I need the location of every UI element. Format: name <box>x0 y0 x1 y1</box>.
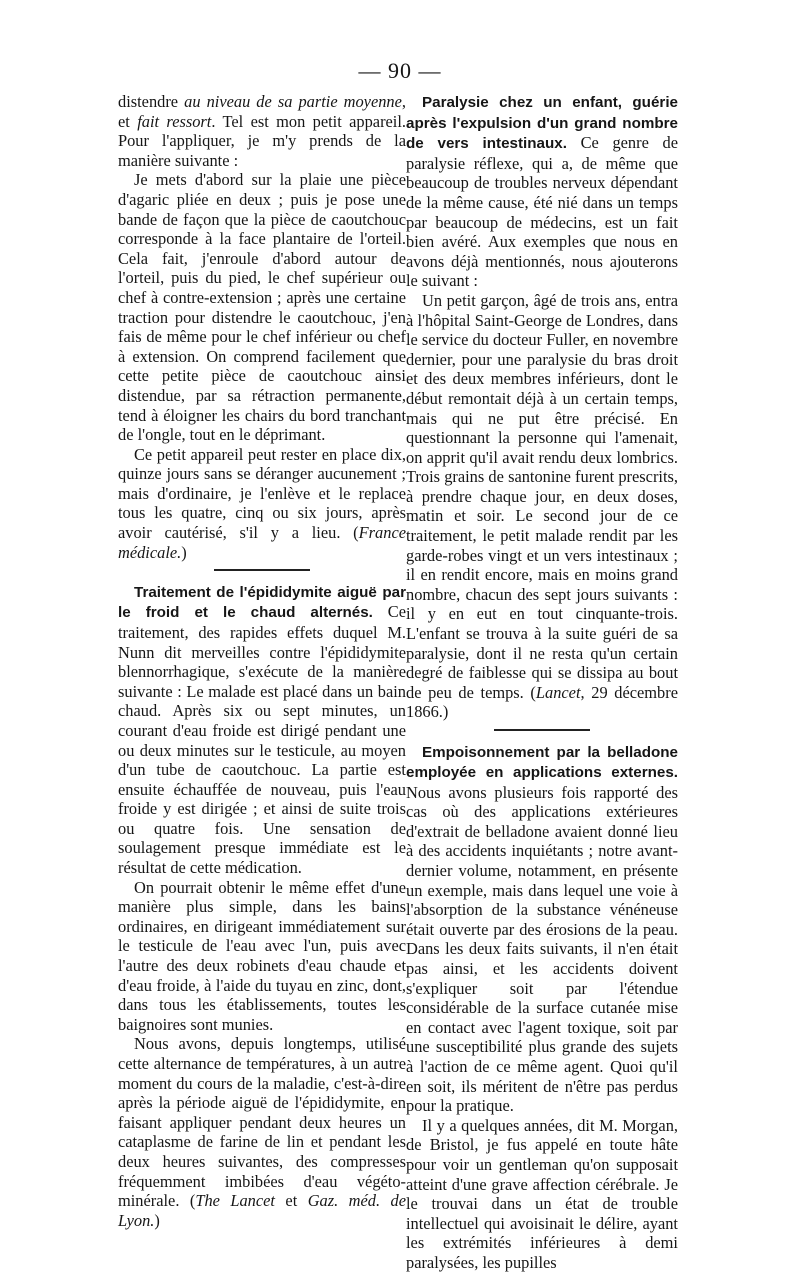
paragraph: Je mets d'abord sur la plaie une pièce d'agaric pliée en deux ; puis je pose une bande de façon que la pièce de caoutchouc corresponde à la face plantaire de l'orteil. Cela fait, j'enroule d'abord autour de l'orteil, puis du pied, le chef supérieur ou chef à contre-extension ; après une certaine traction pour distendre le caoutchouc, j'en fais de même pour le chef inférieur ou chef à extension. On comprend facilement que cette petite pièce de caoutchouc ainsi distendue, par sa rétraction permanente, tend à éloigner les chairs du bord tranchant de l'ongle, tout en le déprimant. <box>118 170 406 445</box>
text-run: Un petit garçon, âgé de trois ans, entra à l'hôpital Saint-George de Londres, dans le service du docteur Fuller, en novembre dernier, pour une paralysie du bras droit et des deux membres inférieurs, dont le début remontait déjà à un certain temps, mais qui ne put être précisé. En questionnant la personne qui l'amenait, on apprit qu'il avait rendu deux lombrics. Trois grains de santonine furent prescrits, à prendre chaque jour, en deux doses, matin et soir. Le second jour de ce traitement, le petit malade rendit par les garde-robes vingt et un vers intestinaux ; il en rendit encore, mais en moins grand nombre, chacun des sept jours suivants : il y en eut en tout cinquante-trois. L'enfant se trouva à la suite guéri de sa paralysie, dont il ne resta qu'un certain degré de faiblesse qui se dissipa au bout de peu de temps. ( <box>406 290 678 702</box>
source-citation: France médicale. <box>118 523 406 562</box>
section-belladone <box>406 742 678 1116</box>
italic-run: fait ressort <box>137 111 212 131</box>
text-run: Nous avons plusieurs fois rapporté des cas où des applications extérieures d'extrait de belladone avaient donné lieu à des accidents inquiétants ; notre avant-dernier volume, notamment, en présente un exemple, mais dans lequel une voie à l'absorption de la substance vénéneuse était ouverte par des érosions de la peau. Dans les deux faits suivants, il n'en était pas ainsi, et les accidents doivent s'expliquer soit par l'étendue considérable de la surface cutanée mise en contact avec l'agent toxique, soit par une susceptibilité plus grande des sujets à l'action de ce même agent. Quoi qu'il en soit, ils méritent de n'être pas perdus pour la pratique. <box>406 782 678 1116</box>
text-run: Ce genre de paralysie réflexe, qui a, de même que beaucoup de troubles nerveux dépendant de la même cause, été nié dans un temps par beaucoup de médecins, est un fait bien avéré. Aux exemples que nous en avons déjà mentionnés, nous ajouterons le suivant : <box>406 133 678 291</box>
text-run: Ce traitement, des rapides effets duquel M. Nunn dit merveilles contre l'épididymite blennorrhagique, s'exécute de la manière suivante : Le malade est placé dans un bain chaud. Après six ou sept minutes, un courant d'eau froide est dirigé pendant une ou deux minutes sur le testicule, au moyen d'un tube de caoutchouc. La partie est ensuite échauffée de nouveau, puis l'eau froide y est dirigée ; et ainsi de suite trois ou quatre fois. Une sensation de soulagement presque immédiate est le résultat de cette médication. <box>118 602 406 878</box>
text-run: et <box>274 1191 308 1211</box>
section-divider <box>494 729 590 731</box>
text-run: , 29 décembre 1866.) <box>406 682 678 722</box>
section-title: Traitement de l'épididymite aiguë par le froid et le chaud alternés. <box>118 583 406 622</box>
right-column <box>406 92 678 1273</box>
section-epididymite <box>118 582 406 878</box>
section-divider <box>214 569 310 571</box>
source-citation: Gaz. méd. de Lyon. <box>118 1191 406 1230</box>
text-run: ) <box>181 542 187 562</box>
page-number: — 90 — <box>358 58 442 83</box>
paragraph: Il y a quelques années, dit M. Morgan, de Bristol, je fus appelé en toute hâte pour voir un gentleman qu'on supposait atteint d'une grave affection cérébrale. Je le trouvai dans un état de trouble intellectuel qui avoisinait le délire, ayant les extrémités inférieures à demi paralysées, les pupilles <box>406 1115 678 1272</box>
source-citation: Lancet <box>535 682 581 702</box>
paragraph-continued <box>118 92 406 170</box>
text-run: ) <box>154 1210 160 1230</box>
text-run: Ce petit appareil peut rester en place dix, quinze jours sans se déranger aucunement ; mais d'ordinaire, je l'enlève et le replace tous les quatre, cinq ou six jours, après avoir cautérisé, s'il y a lieu. ( <box>118 444 406 543</box>
left-column <box>118 92 406 1230</box>
section-paralysie <box>406 92 678 291</box>
italic-run: au niveau de sa partie moyenne <box>184 92 402 111</box>
section-title: Paralysie chez un enfant, guérie après l'expulsion d'un grand nombre de vers intestinaux. <box>406 94 678 153</box>
text-run: Nous avons, depuis longtemps, utilisé cette alternance de températures, à un autre moment du cours de la maladie, c'est-à-dire après la période aiguë de l'épididymite, en faisant appliquer pendant deux heures un cataplasme de farine de lin et pendant les deux heures suivantes, des compresses fréquemment imbibées d'eau végéto-minérale. ( <box>118 1034 406 1211</box>
paragraph <box>118 1034 406 1230</box>
paragraph <box>118 445 406 563</box>
source-citation: The Lancet <box>195 1191 275 1211</box>
section-title: Empoisonnement par la belladone employée en applications externes. <box>406 743 678 782</box>
text-run: , et <box>118 92 407 131</box>
text-run: . Tel est mon petit appareil. Pour l'appliquer, je m'y prends de la manière suivante : <box>118 111 407 170</box>
text-run: distendre <box>118 92 185 111</box>
paragraph <box>406 291 678 722</box>
paragraph: On pourrait obtenir le même effet d'une manière plus simple, dans les bains ordinaires, en dirigeant immédiatement sur le testicule de l'eau avec l'un, puis avec l'autre des deux robinets d'eau chaude et d'eau froide, à l'aide du tuyau en zinc, dont, dans tous les établissements, toutes les baignoires sont munies. <box>118 877 406 1034</box>
